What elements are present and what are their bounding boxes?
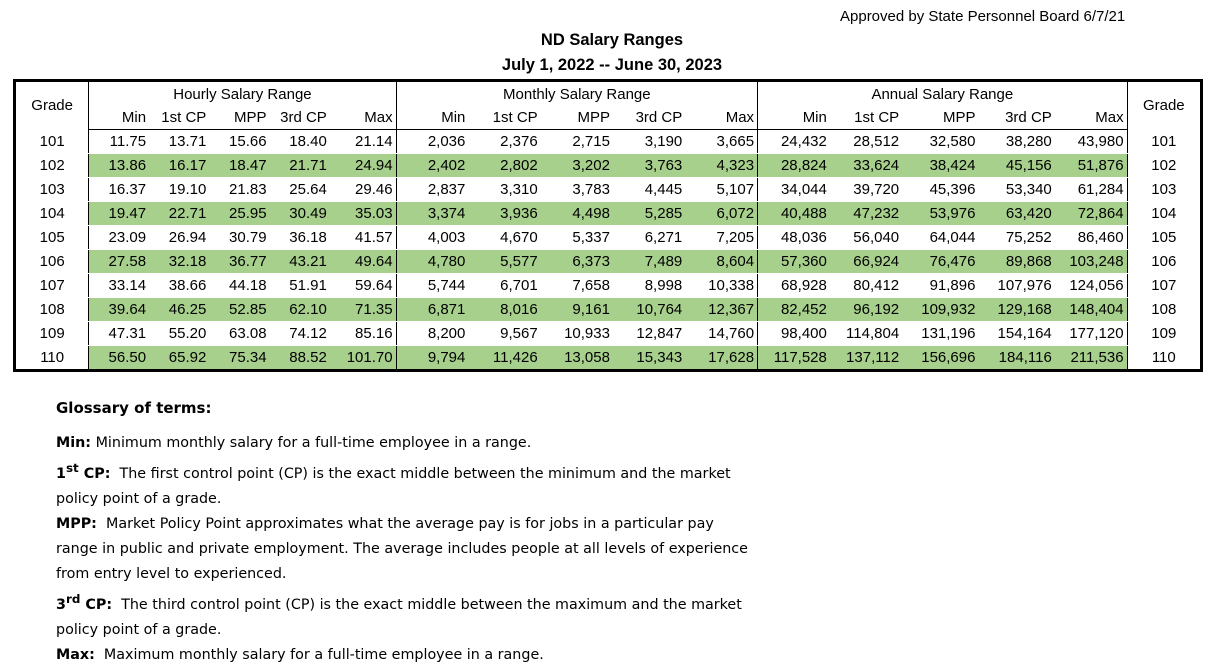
grade-cell: 106 bbox=[15, 250, 89, 274]
salary-ranges-table bbox=[13, 79, 1203, 372]
monthly-mpp-cell: 3,783 bbox=[541, 178, 613, 202]
term-3rd-cp-num: 3 bbox=[56, 596, 66, 613]
glossary-def-1st-cp-b: policy point of a grade. bbox=[56, 490, 222, 507]
glossary-term-min: Min: bbox=[56, 435, 92, 451]
annual-min-cell: 48,036 bbox=[758, 226, 830, 250]
annual-1st-cp-cell: 137,112 bbox=[830, 346, 902, 371]
annual-3rd-cp-cell: 45,156 bbox=[978, 154, 1054, 178]
glossary-def-1st-cp-a: The first control point (CP) is the exact middle between the minimum and the market bbox=[119, 465, 731, 482]
grade-header-left: Grade bbox=[15, 81, 89, 130]
subheader-hourly-1st-cp: 1st CP bbox=[149, 106, 209, 130]
annual-mpp-cell: 76,476 bbox=[902, 250, 978, 274]
annual-min-cell: 117,528 bbox=[758, 346, 830, 371]
annual-min-cell: 98,400 bbox=[758, 322, 830, 346]
glossary-def-mpp-b: range in public and private employment. The average includes people at all levels of experience bbox=[56, 540, 748, 557]
glossary-min bbox=[56, 431, 796, 456]
hourly-max-cell: 29.46 bbox=[330, 178, 396, 202]
annual-mpp-cell: 131,196 bbox=[902, 322, 978, 346]
subheader-monthly-mpp: MPP bbox=[541, 106, 613, 130]
monthly-max-cell: 14,760 bbox=[685, 322, 757, 346]
annual-1st-cp-cell: 33,624 bbox=[830, 154, 902, 178]
grade-cell: 103 bbox=[15, 178, 89, 202]
hourly-mpp-cell: 52.85 bbox=[209, 298, 269, 322]
monthly-1st-cp-cell: 11,426 bbox=[468, 346, 540, 371]
table-row bbox=[15, 298, 1202, 322]
annual-1st-cp-cell: 66,924 bbox=[830, 250, 902, 274]
glossary-max bbox=[56, 643, 796, 668]
monthly-min-cell: 5,744 bbox=[396, 274, 468, 298]
hourly-max-cell: 35.03 bbox=[330, 202, 396, 226]
monthly-min-cell: 9,794 bbox=[396, 346, 468, 371]
hourly-mpp-cell: 36.77 bbox=[209, 250, 269, 274]
monthly-mpp-cell: 6,373 bbox=[541, 250, 613, 274]
annual-3rd-cp-cell: 129,168 bbox=[978, 298, 1054, 322]
hourly-min-cell: 33.14 bbox=[89, 274, 149, 298]
annual-1st-cp-cell: 56,040 bbox=[830, 226, 902, 250]
grade-cell: 103 bbox=[1127, 178, 1201, 202]
page-title: ND Salary Ranges bbox=[540, 31, 684, 49]
hourly-mpp-cell: 44.18 bbox=[209, 274, 269, 298]
grade-cell: 110 bbox=[15, 346, 89, 371]
annual-min-cell: 40,488 bbox=[758, 202, 830, 226]
glossary-3rd-cp bbox=[56, 587, 796, 618]
hourly-mpp-cell: 75.34 bbox=[209, 346, 269, 371]
hourly-min-cell: 56.50 bbox=[89, 346, 149, 371]
annual-1st-cp-cell: 80,412 bbox=[830, 274, 902, 298]
monthly-max-cell: 4,323 bbox=[685, 154, 757, 178]
grade-cell: 108 bbox=[1127, 298, 1201, 322]
annual-min-cell: 24,432 bbox=[758, 130, 830, 154]
subheader-row bbox=[15, 106, 1202, 130]
monthly-3rd-cp-cell: 6,271 bbox=[613, 226, 685, 250]
annual-max-cell: 103,248 bbox=[1055, 250, 1127, 274]
annual-max-cell: 124,056 bbox=[1055, 274, 1127, 298]
grade-cell: 102 bbox=[15, 154, 89, 178]
hourly-1st-cp-cell: 55.20 bbox=[149, 322, 209, 346]
hourly-max-cell: 41.57 bbox=[330, 226, 396, 250]
glossary-def-min: Minimum monthly salary for a full-time employee in a range. bbox=[95, 435, 532, 451]
hourly-mpp-cell: 63.08 bbox=[209, 322, 269, 346]
monthly-1st-cp-cell: 5,577 bbox=[468, 250, 540, 274]
subheader-monthly-1st-cp: 1st CP bbox=[468, 106, 540, 130]
monthly-min-cell: 4,003 bbox=[396, 226, 468, 250]
monthly-max-cell: 12,367 bbox=[685, 298, 757, 322]
hourly-min-cell: 16.37 bbox=[89, 178, 149, 202]
subheader-hourly-mpp: MPP bbox=[209, 106, 269, 130]
grade-cell: 104 bbox=[1127, 202, 1201, 226]
monthly-3rd-cp-cell: 7,489 bbox=[613, 250, 685, 274]
table-row bbox=[15, 322, 1202, 346]
annual-mpp-cell: 109,932 bbox=[902, 298, 978, 322]
glossary-def-mpp-c: from entry level to experienced. bbox=[56, 565, 287, 582]
monthly-mpp-cell: 13,058 bbox=[541, 346, 613, 371]
glossary-heading: Glossary of terms: bbox=[56, 399, 212, 417]
subheader-annual-mpp: MPP bbox=[902, 106, 978, 130]
term-1st-cp-word: CP: bbox=[83, 465, 111, 482]
hourly-min-cell: 39.64 bbox=[89, 298, 149, 322]
monthly-min-cell: 6,871 bbox=[396, 298, 468, 322]
hourly-1st-cp-cell: 38.66 bbox=[149, 274, 209, 298]
annual-max-cell: 211,536 bbox=[1055, 346, 1127, 371]
monthly-min-cell: 8,200 bbox=[396, 322, 468, 346]
hourly-min-cell: 11.75 bbox=[89, 130, 149, 154]
hourly-1st-cp-cell: 13.71 bbox=[149, 130, 209, 154]
monthly-1st-cp-cell: 6,701 bbox=[468, 274, 540, 298]
annual-1st-cp-cell: 28,512 bbox=[830, 130, 902, 154]
annual-mpp-cell: 32,580 bbox=[902, 130, 978, 154]
table-row bbox=[15, 202, 1202, 226]
monthly-3rd-cp-cell: 3,190 bbox=[613, 130, 685, 154]
hourly-1st-cp-cell: 26.94 bbox=[149, 226, 209, 250]
monthly-3rd-cp-cell: 8,998 bbox=[613, 274, 685, 298]
glossary-def-max: Maximum monthly salary for a full-time employee in a range. bbox=[103, 646, 544, 663]
monthly-min-cell: 2,402 bbox=[396, 154, 468, 178]
subheader-annual-min: Min bbox=[758, 106, 830, 130]
hourly-max-cell: 71.35 bbox=[330, 298, 396, 322]
hourly-1st-cp-cell: 16.17 bbox=[149, 154, 209, 178]
monthly-1st-cp-cell: 3,936 bbox=[468, 202, 540, 226]
table-body bbox=[15, 130, 1202, 371]
monthly-min-cell: 2,036 bbox=[396, 130, 468, 154]
monthly-min-cell: 2,837 bbox=[396, 178, 468, 202]
annual-min-cell: 82,452 bbox=[758, 298, 830, 322]
annual-3rd-cp-cell: 38,280 bbox=[978, 130, 1054, 154]
monthly-3rd-cp-cell: 4,445 bbox=[613, 178, 685, 202]
monthly-1st-cp-cell: 2,802 bbox=[468, 154, 540, 178]
annual-mpp-cell: 38,424 bbox=[902, 154, 978, 178]
annual-3rd-cp-cell: 184,116 bbox=[978, 346, 1054, 371]
annual-3rd-cp-cell: 107,976 bbox=[978, 274, 1054, 298]
grade-cell: 101 bbox=[15, 130, 89, 154]
hourly-max-cell: 101.70 bbox=[330, 346, 396, 371]
glossary-def-3rd-cp-a: The third control point (CP) is the exact middle between the maximum and the market bbox=[121, 596, 742, 613]
hourly-max-cell: 24.94 bbox=[330, 154, 396, 178]
monthly-mpp-cell: 9,161 bbox=[541, 298, 613, 322]
monthly-mpp-cell: 3,202 bbox=[541, 154, 613, 178]
hourly-3rd-cp-cell: 30.49 bbox=[270, 202, 330, 226]
term-3rd-cp-sup: rd bbox=[65, 591, 81, 606]
annual-max-cell: 148,404 bbox=[1055, 298, 1127, 322]
glossary-def-mpp-a: Market Policy Point approximates what the average pay is for jobs in a particular pay bbox=[106, 515, 714, 532]
annual-min-cell: 57,360 bbox=[758, 250, 830, 274]
hourly-3rd-cp-cell: 18.40 bbox=[270, 130, 330, 154]
grade-cell: 107 bbox=[15, 274, 89, 298]
hourly-min-cell: 23.09 bbox=[89, 226, 149, 250]
hourly-3rd-cp-cell: 43.21 bbox=[270, 250, 330, 274]
hourly-max-cell: 21.14 bbox=[330, 130, 396, 154]
group-header-annual: Annual Salary Range bbox=[758, 81, 1128, 107]
grade-cell: 106 bbox=[1127, 250, 1201, 274]
glossary-1st-cp bbox=[56, 456, 796, 487]
grade-header-right: Grade bbox=[1127, 81, 1201, 130]
hourly-min-cell: 27.58 bbox=[89, 250, 149, 274]
monthly-max-cell: 17,628 bbox=[685, 346, 757, 371]
subheader-hourly-max: Max bbox=[330, 106, 396, 130]
hourly-3rd-cp-cell: 88.52 bbox=[270, 346, 330, 371]
monthly-1st-cp-cell: 3,310 bbox=[468, 178, 540, 202]
monthly-mpp-cell: 7,658 bbox=[541, 274, 613, 298]
term-1st-cp-sup: st bbox=[65, 461, 79, 475]
hourly-1st-cp-cell: 19.10 bbox=[149, 178, 209, 202]
subheader-monthly-3rd-cp: 3rd CP bbox=[613, 106, 685, 130]
annual-mpp-cell: 64,044 bbox=[902, 226, 978, 250]
grade-cell: 101 bbox=[1127, 130, 1201, 154]
subheader-annual-max: Max bbox=[1055, 106, 1127, 130]
group-header-hourly: Hourly Salary Range bbox=[89, 81, 396, 107]
annual-mpp-cell: 53,976 bbox=[902, 202, 978, 226]
table-row bbox=[15, 154, 1202, 178]
grade-cell: 110 bbox=[1127, 346, 1201, 371]
subheader-monthly-min: Min bbox=[396, 106, 468, 130]
annual-3rd-cp-cell: 89,868 bbox=[978, 250, 1054, 274]
annual-1st-cp-cell: 96,192 bbox=[830, 298, 902, 322]
monthly-3rd-cp-cell: 12,847 bbox=[613, 322, 685, 346]
monthly-max-cell: 3,665 bbox=[685, 130, 757, 154]
grade-cell: 107 bbox=[1127, 274, 1201, 298]
term-3rd-cp-word: CP: bbox=[85, 596, 113, 613]
annual-min-cell: 34,044 bbox=[758, 178, 830, 202]
hourly-3rd-cp-cell: 51.91 bbox=[270, 274, 330, 298]
grade-cell: 109 bbox=[15, 322, 89, 346]
grade-cell: 105 bbox=[1127, 226, 1201, 250]
monthly-mpp-cell: 5,337 bbox=[541, 226, 613, 250]
hourly-1st-cp-cell: 65.92 bbox=[149, 346, 209, 371]
annual-max-cell: 177,120 bbox=[1055, 322, 1127, 346]
annual-3rd-cp-cell: 53,340 bbox=[978, 178, 1054, 202]
table-row bbox=[15, 346, 1202, 371]
grade-cell: 102 bbox=[1127, 154, 1201, 178]
hourly-mpp-cell: 30.79 bbox=[209, 226, 269, 250]
group-header-monthly: Monthly Salary Range bbox=[396, 81, 757, 107]
annual-max-cell: 86,460 bbox=[1055, 226, 1127, 250]
hourly-1st-cp-cell: 22.71 bbox=[149, 202, 209, 226]
subheader-monthly-max: Max bbox=[685, 106, 757, 130]
annual-1st-cp-cell: 47,232 bbox=[830, 202, 902, 226]
hourly-3rd-cp-cell: 36.18 bbox=[270, 226, 330, 250]
approval-note: Approved by State Personnel Board 6/7/21 bbox=[840, 8, 1126, 25]
monthly-max-cell: 6,072 bbox=[685, 202, 757, 226]
monthly-3rd-cp-cell: 3,763 bbox=[613, 154, 685, 178]
annual-max-cell: 61,284 bbox=[1055, 178, 1127, 202]
hourly-mpp-cell: 18.47 bbox=[209, 154, 269, 178]
glossary-term-mpp: MPP: bbox=[56, 515, 97, 532]
hourly-3rd-cp-cell: 62.10 bbox=[270, 298, 330, 322]
table-row bbox=[15, 130, 1202, 154]
grade-cell: 109 bbox=[1127, 322, 1201, 346]
hourly-mpp-cell: 21.83 bbox=[209, 178, 269, 202]
hourly-min-cell: 13.86 bbox=[89, 154, 149, 178]
annual-3rd-cp-cell: 63,420 bbox=[978, 202, 1054, 226]
monthly-mpp-cell: 10,933 bbox=[541, 322, 613, 346]
subheader-hourly-min: Min bbox=[89, 106, 149, 130]
hourly-1st-cp-cell: 46.25 bbox=[149, 298, 209, 322]
monthly-max-cell: 8,604 bbox=[685, 250, 757, 274]
table-row bbox=[15, 274, 1202, 298]
grade-cell: 108 bbox=[15, 298, 89, 322]
monthly-3rd-cp-cell: 5,285 bbox=[613, 202, 685, 226]
hourly-min-cell: 47.31 bbox=[89, 322, 149, 346]
annual-max-cell: 43,980 bbox=[1055, 130, 1127, 154]
page-subtitle-dates: July 1, 2022 -- June 30, 2023 bbox=[501, 56, 723, 74]
subheader-annual-1st-cp: 1st CP bbox=[830, 106, 902, 130]
subheader-hourly-3rd-cp: 3rd CP bbox=[270, 106, 330, 130]
monthly-min-cell: 4,780 bbox=[396, 250, 468, 274]
monthly-1st-cp-cell: 4,670 bbox=[468, 226, 540, 250]
monthly-3rd-cp-cell: 15,343 bbox=[613, 346, 685, 371]
monthly-1st-cp-cell: 9,567 bbox=[468, 322, 540, 346]
annual-min-cell: 68,928 bbox=[758, 274, 830, 298]
hourly-3rd-cp-cell: 21.71 bbox=[270, 154, 330, 178]
monthly-max-cell: 10,338 bbox=[685, 274, 757, 298]
glossary-mpp bbox=[56, 512, 796, 537]
annual-1st-cp-cell: 39,720 bbox=[830, 178, 902, 202]
monthly-mpp-cell: 4,498 bbox=[541, 202, 613, 226]
monthly-1st-cp-cell: 8,016 bbox=[468, 298, 540, 322]
hourly-3rd-cp-cell: 74.12 bbox=[270, 322, 330, 346]
hourly-1st-cp-cell: 32.18 bbox=[149, 250, 209, 274]
hourly-max-cell: 59.64 bbox=[330, 274, 396, 298]
monthly-max-cell: 5,107 bbox=[685, 178, 757, 202]
monthly-3rd-cp-cell: 10,764 bbox=[613, 298, 685, 322]
hourly-max-cell: 85.16 bbox=[330, 322, 396, 346]
table-row bbox=[15, 250, 1202, 274]
annual-max-cell: 72,864 bbox=[1055, 202, 1127, 226]
annual-max-cell: 51,876 bbox=[1055, 154, 1127, 178]
annual-min-cell: 28,824 bbox=[758, 154, 830, 178]
table-row bbox=[15, 226, 1202, 250]
hourly-3rd-cp-cell: 25.64 bbox=[270, 178, 330, 202]
monthly-1st-cp-cell: 2,376 bbox=[468, 130, 540, 154]
glossary-term-1st-cp bbox=[56, 461, 111, 482]
hourly-min-cell: 19.47 bbox=[89, 202, 149, 226]
annual-mpp-cell: 45,396 bbox=[902, 178, 978, 202]
glossary bbox=[56, 396, 796, 668]
table-row bbox=[15, 178, 1202, 202]
hourly-mpp-cell: 15.66 bbox=[209, 130, 269, 154]
monthly-min-cell: 3,374 bbox=[396, 202, 468, 226]
monthly-max-cell: 7,205 bbox=[685, 226, 757, 250]
annual-mpp-cell: 156,696 bbox=[902, 346, 978, 371]
glossary-term-max: Max: bbox=[56, 646, 95, 663]
glossary-def-3rd-cp-b: policy point of a grade. bbox=[56, 621, 222, 638]
grade-cell: 104 bbox=[15, 202, 89, 226]
hourly-max-cell: 49.64 bbox=[330, 250, 396, 274]
monthly-mpp-cell: 2,715 bbox=[541, 130, 613, 154]
glossary-term-3rd-cp bbox=[56, 591, 113, 613]
annual-3rd-cp-cell: 154,164 bbox=[978, 322, 1054, 346]
annual-mpp-cell: 91,896 bbox=[902, 274, 978, 298]
grade-cell: 105 bbox=[15, 226, 89, 250]
annual-3rd-cp-cell: 75,252 bbox=[978, 226, 1054, 250]
annual-1st-cp-cell: 114,804 bbox=[830, 322, 902, 346]
term-1st-cp-num: 1 bbox=[56, 465, 66, 482]
subheader-annual-3rd-cp: 3rd CP bbox=[978, 106, 1054, 130]
hourly-mpp-cell: 25.95 bbox=[209, 202, 269, 226]
